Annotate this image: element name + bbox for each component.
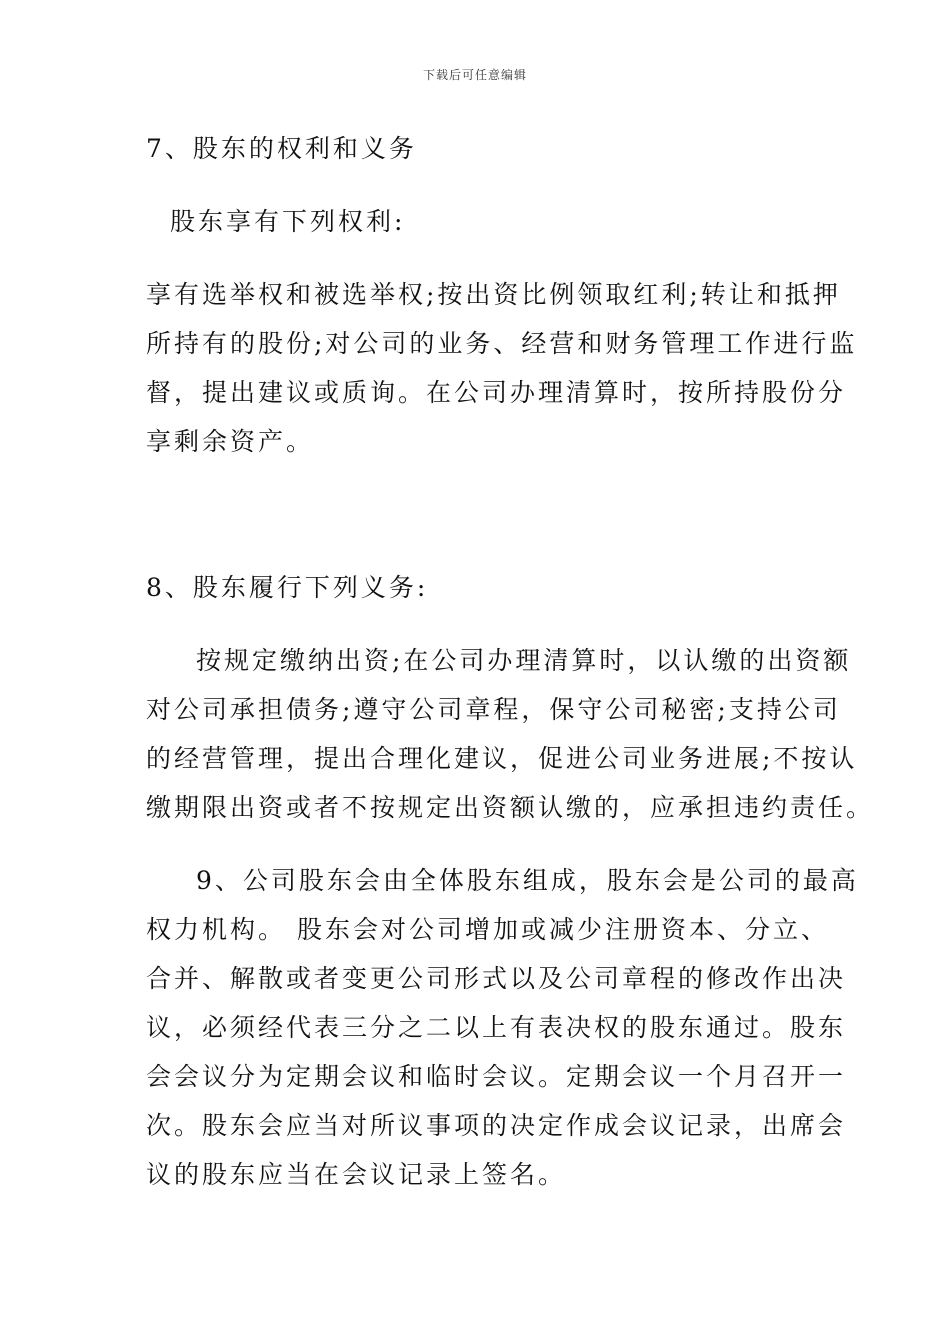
paragraph-line: 对公司承担债务;遵守公司章程，保守公司秘密;支持公司 [146,695,841,724]
paragraph-line: 所持有的股份;对公司的业务、经营和财务管理工作进行监 [146,329,858,358]
paragraph-line: 督，提出建议或质询。在公司办理清算时，按所持股份分 [146,378,847,407]
section-7-heading: 7、股东的权利和义务 [146,134,417,163]
section-7-subheading: 股东享有下列权利: [170,207,406,236]
paragraph-line: 议的股东应当在会议记录上签名。 [146,1160,567,1189]
paragraph-line: 次。股东会应当对所议事项的决定作成会议记录，出席会 [146,1111,847,1140]
paragraph-line: 享剩余资产。 [146,427,315,456]
paragraph-line: 会会议分为定期会议和临时会议。定期会议一个月召开一 [146,1062,847,1091]
section-8-heading: 8、股东履行下列义务: [146,573,429,602]
paragraph-line: 9、公司股东会由全体股东组成，股东会是公司的最高 [196,866,859,895]
paragraph-line: 的经营管理，提出合理化建议，促进公司业务进展;不按认 [146,744,858,773]
paragraph-line: 按规定缴纳出资;在公司办理清算时，以认缴的出资额 [196,646,852,675]
paragraph-line: 权力机构。 股东会对公司增加或减少注册资本、分立、 [146,915,829,944]
page-header: 下载后可任意编辑 [422,68,527,82]
paragraph-line: 合并、解散或者变更公司形式以及公司章程的修改作出决 [146,964,847,993]
paragraph-line: 享有选举权和被选举权;按出资比例领取红利;转让和抵押 [146,280,841,309]
paragraph-line: 缴期限出资或者不按规定出资额认缴的，应承担违约责任。 [146,793,875,822]
paragraph-line: 议，必须经代表三分之二以上有表决权的股东通过。股东 [146,1013,847,1042]
